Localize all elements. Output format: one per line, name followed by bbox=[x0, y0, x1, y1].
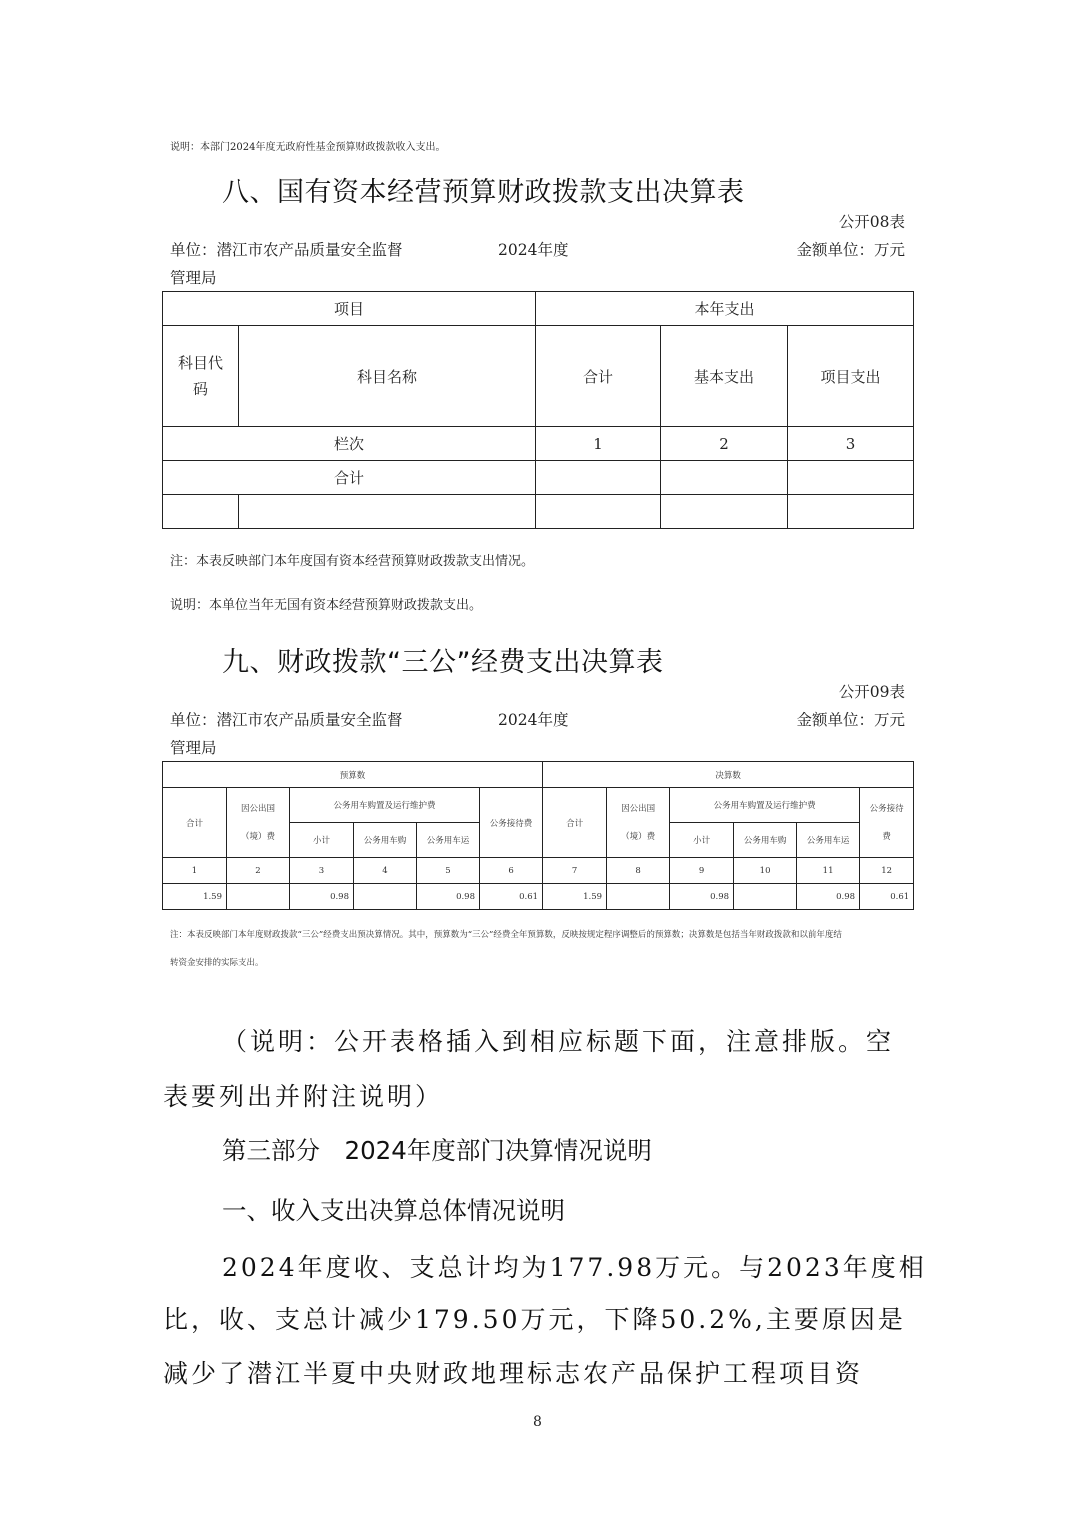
total-cell bbox=[661, 461, 788, 495]
section8-table-code: 公开08表 bbox=[838, 213, 905, 231]
empty-cell bbox=[163, 495, 239, 529]
index-cell: 5 bbox=[417, 858, 480, 884]
table-row bbox=[163, 858, 914, 884]
col-total: 合计 bbox=[536, 326, 661, 427]
col-project: 项目支出 bbox=[788, 326, 914, 427]
total-cell bbox=[536, 461, 661, 495]
col-vehicle-final: 公务用车购置及运行维护费 bbox=[670, 788, 860, 823]
table-row bbox=[163, 788, 914, 823]
index-cell: 4 bbox=[354, 858, 417, 884]
section8-unit-label: 单位：潜江市农产品质量安全监督 bbox=[170, 241, 403, 259]
table-row bbox=[163, 326, 914, 427]
index-cell: 9 bbox=[670, 858, 734, 884]
value-cell: 1.59 bbox=[543, 884, 607, 910]
index-cell: 3 bbox=[290, 858, 354, 884]
total-cell bbox=[788, 461, 914, 495]
section9-unit-label: 单位：潜江市农产品质量安全监督 bbox=[170, 711, 403, 729]
index-cell: 2 bbox=[227, 858, 290, 884]
index-cell: 12 bbox=[860, 858, 914, 884]
section9-year: 2024年度 bbox=[498, 711, 569, 729]
body-line2: 比，收、支总计减少179.50万元，下降50.2%,主要原因是 bbox=[163, 1305, 906, 1334]
col-name: 科目名称 bbox=[239, 326, 536, 427]
part3-subheading: 一、收入支出决算总体情况说明 bbox=[222, 1196, 565, 1225]
index-cell: 1 bbox=[536, 427, 661, 461]
col-abroad-final: 因公出国（境）费 bbox=[607, 788, 670, 858]
col-total-budget: 合计 bbox=[163, 788, 227, 858]
col-vehicle-purchase-final: 公务用车购 bbox=[734, 823, 797, 858]
table-08 bbox=[162, 291, 914, 529]
top-note: 说明：本部门2024年度无政府性基金预算财政拨款收入支出。 bbox=[170, 142, 446, 153]
header-item: 项目 bbox=[163, 292, 536, 326]
empty-cell bbox=[239, 495, 536, 529]
section9-unit-label-cont: 管理局 bbox=[170, 739, 217, 757]
value-cell: 0.98 bbox=[797, 884, 860, 910]
table-row bbox=[163, 495, 914, 529]
value-cell: 0.98 bbox=[670, 884, 734, 910]
value-cell: 0.61 bbox=[860, 884, 914, 910]
table-09 bbox=[162, 761, 914, 910]
table-row bbox=[163, 292, 914, 326]
value-cell bbox=[734, 884, 797, 910]
value-cell: 0.61 bbox=[480, 884, 543, 910]
page-number: 8 bbox=[533, 1414, 542, 1430]
instruction-line1: （说明：公开表格插入到相应标题下面，注意排版。空 bbox=[222, 1027, 895, 1056]
col-total-final: 合计 bbox=[543, 788, 607, 858]
index-cell: 11 bbox=[797, 858, 860, 884]
row-total-label: 合计 bbox=[163, 461, 536, 495]
col-reception-budget: 公务接待费 bbox=[480, 788, 543, 858]
index-cell: 7 bbox=[543, 858, 607, 884]
value-cell: 1.59 bbox=[163, 884, 227, 910]
group-budget: 预算数 bbox=[163, 762, 543, 788]
body-line1: 2024年度收、支总计均为177.98万元。与2023年度相 bbox=[222, 1253, 927, 1282]
header-current-year: 本年支出 bbox=[536, 292, 914, 326]
empty-cell bbox=[536, 495, 661, 529]
col-vehicle-operation-final: 公务用车运 bbox=[797, 823, 860, 858]
value-cell bbox=[227, 884, 290, 910]
index-cell: 1 bbox=[163, 858, 227, 884]
section9-amount-unit: 金额单位：万元 bbox=[796, 711, 905, 729]
table-row bbox=[163, 427, 914, 461]
table-row bbox=[163, 884, 914, 910]
col-vehicle-operation-budget: 公务用车运 bbox=[417, 823, 480, 858]
col-subtotal-final: 小计 bbox=[670, 823, 734, 858]
section8-year: 2024年度 bbox=[498, 241, 569, 259]
empty-cell bbox=[661, 495, 788, 529]
row-index-label: 栏次 bbox=[163, 427, 536, 461]
section8-note: 注：本表反映部门本年度国有资本经营预算财政拨款支出情况。 bbox=[170, 554, 535, 569]
col-basic: 基本支出 bbox=[661, 326, 788, 427]
section8-explanation: 说明：本单位当年无国有资本经营预算财政拨款支出。 bbox=[170, 598, 483, 613]
index-cell: 6 bbox=[480, 858, 543, 884]
part3-title: 第三部分 2024年度部门决算情况说明 bbox=[222, 1136, 652, 1165]
value-cell: 0.98 bbox=[417, 884, 480, 910]
col-subtotal-budget: 小计 bbox=[290, 823, 354, 858]
section9-table-code: 公开09表 bbox=[838, 683, 905, 701]
section9-title: 九、财政拨款“三公”经费支出决算表 bbox=[222, 647, 664, 678]
col-code: 科目代码 bbox=[163, 326, 239, 427]
instruction-line2: 表要列出并附注说明） bbox=[163, 1082, 444, 1111]
empty-cell bbox=[788, 495, 914, 529]
group-final: 决算数 bbox=[543, 762, 914, 788]
col-vehicle-budget: 公务用车购置及运行维护费 bbox=[290, 788, 480, 823]
section9-note-line1: 注：本表反映部门本年度财政拨款“三公”经费支出预决算情况。其中，预算数为“三公”经费全年预算数，反映按规定程序调整后的预算数；决算数是包括当年财政拨款和以前年度结 bbox=[170, 930, 842, 940]
index-cell: 10 bbox=[734, 858, 797, 884]
section8-amount-unit: 金额单位：万元 bbox=[796, 241, 905, 259]
table-row bbox=[163, 461, 914, 495]
index-cell: 8 bbox=[607, 858, 670, 884]
value-cell bbox=[354, 884, 417, 910]
section8-unit-label-cont: 管理局 bbox=[170, 269, 217, 287]
index-cell: 3 bbox=[788, 427, 914, 461]
col-reception-final: 公务接待费 bbox=[860, 788, 914, 858]
col-abroad-budget: 因公出国（境）费 bbox=[227, 788, 290, 858]
value-cell: 0.98 bbox=[290, 884, 354, 910]
section9-note-line2: 转资金安排的实际支出。 bbox=[170, 958, 264, 968]
col-vehicle-purchase-budget: 公务用车购 bbox=[354, 823, 417, 858]
value-cell bbox=[607, 884, 670, 910]
index-cell: 2 bbox=[661, 427, 788, 461]
table-row bbox=[163, 762, 914, 788]
body-line3: 减少了潜江半夏中央财政地理标志农产品保护工程项目资 bbox=[163, 1359, 864, 1388]
section8-title: 八、国有资本经营预算财政拨款支出决算表 bbox=[222, 177, 745, 208]
